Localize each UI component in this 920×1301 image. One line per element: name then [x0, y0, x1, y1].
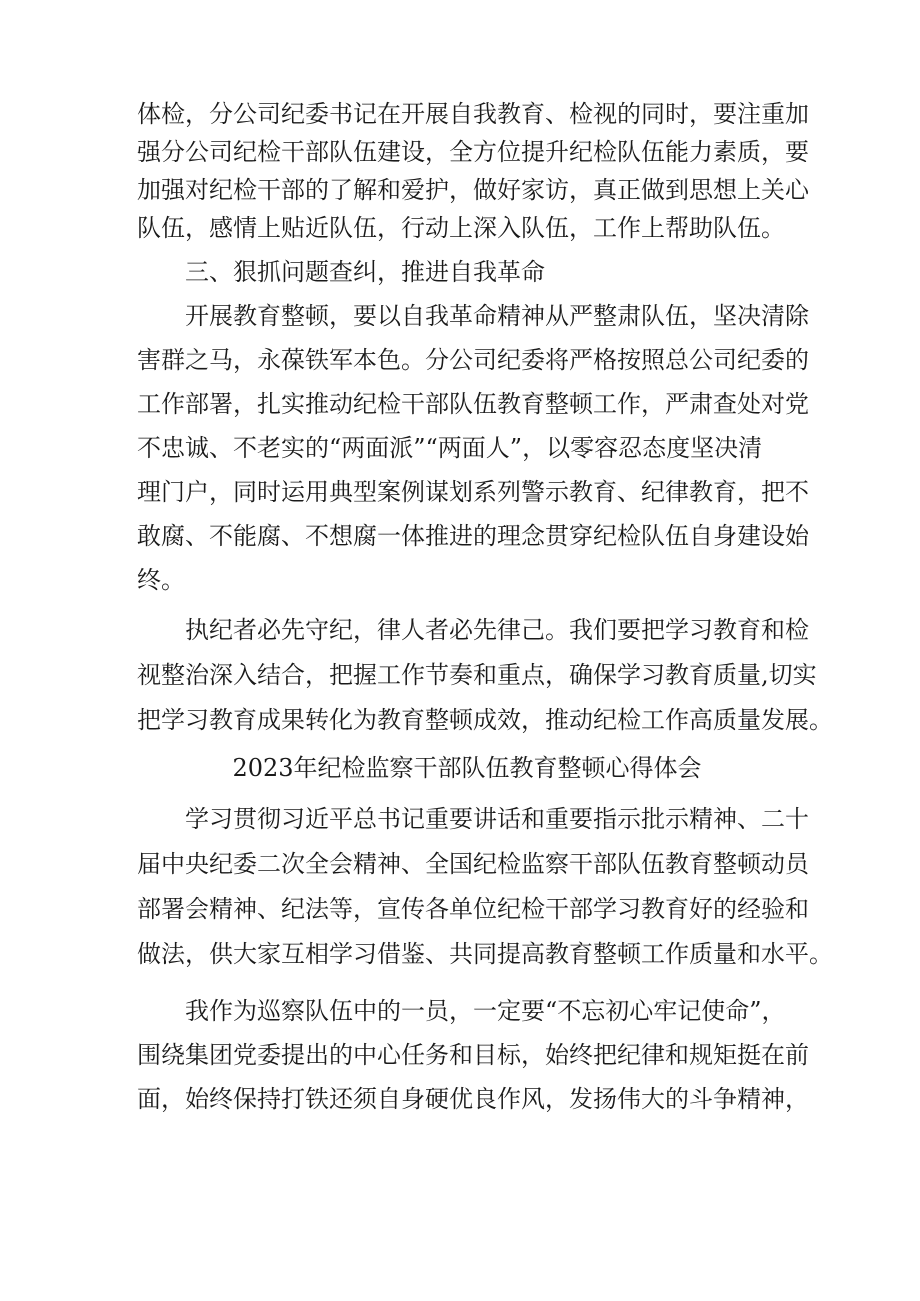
paragraph-line: 视整治深入结合，把握工作节奏和重点，确保学习教育质量,切实 — [137, 661, 817, 689]
paragraph-line: 加强对纪检干部的了解和爱护，做好家访，真正做到思想上关心 — [137, 176, 809, 204]
paragraph-line: 把学习教育成果转化为教育整顿成效，推动纪检工作高质量发展。 — [137, 706, 833, 734]
paragraph-3 — [137, 608, 833, 743]
article-title: 2023年纪检监察干部队伍教育整顿心得体会 — [232, 754, 702, 782]
paragraph-4 — [137, 797, 833, 977]
paragraph-line: 学习贯彻习近平总书记重要讲话和重要指示批示精神、二十 — [185, 805, 809, 833]
paragraph-2 — [137, 294, 809, 602]
heading-text: 三、狠抓问题查纠，推进自我革命 — [185, 258, 545, 286]
paragraph-line: 届中央纪委二次全会精神、全国纪检监察干部队伍教育整顿动员 — [137, 850, 809, 878]
paragraph-line: 执纪者必先守纪，律人者必先律己。我们要把学习教育和检 — [185, 616, 809, 644]
paragraph-line: 工作部署，扎实推动纪检干部队伍教育整顿工作，严肃查处对党 — [137, 390, 809, 418]
paragraph-line: 害群之马，永葆铁军本色。分公司纪委将严格按照总公司纪委的 — [137, 346, 809, 374]
paragraph-line: 不忠诚、不老实的“两面派”“两面人”，以零容忍态度坚决清 — [137, 434, 763, 462]
paragraph-line: 体检，分公司纪委书记在开展自我教育、检视的同时，要注重加 — [137, 100, 809, 128]
paragraph-line: 部署会精神、纪法等，宣传各单位纪检干部学习教育好的经验和 — [137, 895, 809, 923]
paragraph-5 — [137, 989, 809, 1121]
document-body — [137, 95, 833, 1121]
paragraph-line: 我作为巡察队伍中的一员，一定要“不忘初心牢记使命”， — [185, 997, 786, 1025]
paragraph-line: 理门户，同时运用典型案例谋划系列警示教育、纪律教育，把不 — [137, 478, 809, 506]
paragraph-line: 终。 — [137, 566, 185, 594]
paragraph-line: 敢腐、不能腐、不想腐一体推进的理念贯穿纪检队伍自身建设始 — [137, 522, 809, 550]
paragraph-line: 围绕集团党委提出的中心任务和目标，始终把纪律和规矩挺在前 — [137, 1041, 809, 1069]
paragraph-line: 强分公司纪检干部队伍建设，全方位提升纪检队伍能力素质，要 — [137, 138, 809, 166]
paragraph-line: 开展教育整顿，要以自我革命精神从严整肃队伍，坚决清除 — [185, 302, 809, 330]
paragraph-line: 面，始终保持打铁还须自身硬优良作风，发扬伟大的斗争精神， — [137, 1085, 809, 1113]
section-heading-3 — [137, 250, 797, 294]
paragraph-1 — [137, 95, 809, 247]
paragraph-line: 做法，供大家互相学习借鉴、共同提高教育整顿工作质量和水平。 — [137, 940, 833, 968]
paragraph-line: 队伍，感情上贴近队伍，行动上深入队伍，工作上帮助队伍。 — [137, 214, 785, 242]
